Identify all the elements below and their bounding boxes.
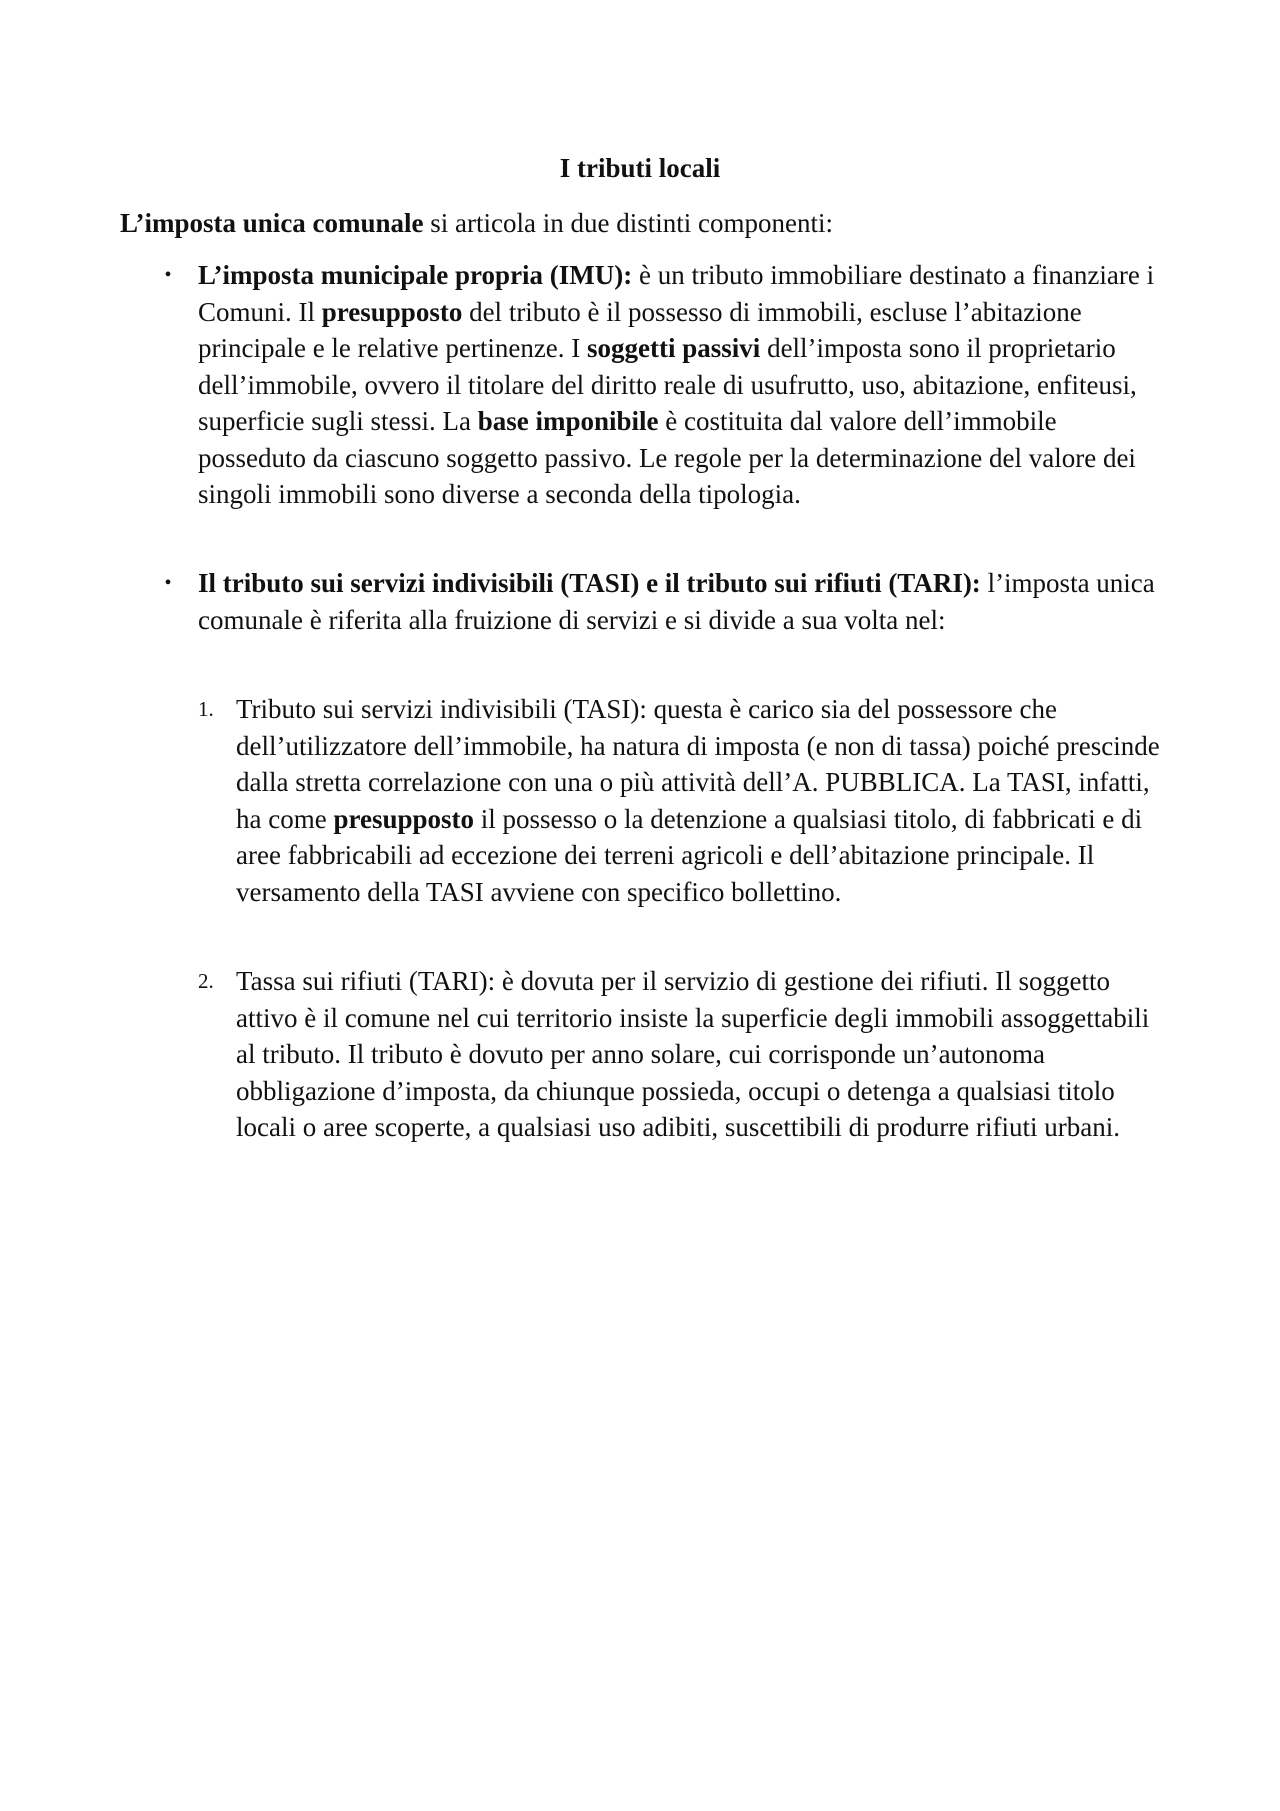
list-text: Tassa sui rifiuti (TARI): è dovuta per il servizio di gestione dei rifiuti. Il soggetto attivo è il comune nel cui territorio insiste la superficie degli immobili assoggettabili al tributo. Il tributo è dovuto per anno solare, cui corrisponde un’autonoma obbligazione d’imposta, da chiunque possieda, occupi o detenga a qualsiasi titolo locali o aree scoperte, a qualsiasi uso adibiti, suscettibili di produrre rifiuti urbani. <box>236 966 1150 1142</box>
bullet-text: è un tributo immobiliare destinato a finanziare i Comuni. Il <box>198 260 1155 327</box>
bullet-text: dell’imposta sono il proprietario dell’immobile, ovvero il titolare del diritto reale di usufrutto, uso, abitazione, enfiteusi, superficie sugli stessi. La <box>198 333 1137 436</box>
bold-term: soggetti passivi <box>587 333 761 363</box>
bold-term: base imponibile <box>477 406 659 436</box>
bullet-icon: • <box>164 264 172 286</box>
bullet-text: è costituita dal valore dell’immobile posseduto da ciascuno soggetto passivo. Le regole per la determinazione del valore dei singoli immobili sono diverse a seconda della tipologia. <box>198 406 1136 509</box>
intro-bold-term: L’imposta unica comunale <box>120 208 424 238</box>
list-text: il possesso o la detenzione a qualsiasi titolo, di fabbricati e di aree fabbricabili ad eccezione dei terreni agricoli e dell’abitazione principale. Il versamento della TASI avviene con specifico bollettino. <box>236 803 1143 907</box>
numbered-item-tari <box>198 963 1171 1146</box>
numbered-item-tasi <box>198 691 1171 910</box>
bullet-heading: L’imposta municipale propria (IMU): <box>198 260 633 290</box>
bullet-icon: • <box>164 572 172 594</box>
bullet-heading: Il tributo sui servizi indivisibili (TASI) e il tributo sui rifiuti (TARI): <box>198 568 981 598</box>
bullet-item-tasi-tari <box>164 565 1168 638</box>
bold-term: presupposto <box>333 803 475 834</box>
bullet-text: del tributo è il possesso di immobili, escluse l’abitazione principale e le relative pertinenze. I <box>198 296 1082 363</box>
intro-paragraph <box>120 205 1160 241</box>
page-title: I tributi locali <box>559 153 721 183</box>
bold-term: presupposto <box>321 296 463 327</box>
list-number: 1. <box>198 697 214 721</box>
list-text: Tributo sui servizi indivisibili (TASI): questa è carico sia del possessore che dell’utilizzatore dell’immobile, ha natura di imposta (e non di tassa) poiché prescinde dalla stretta correlazione con una o più attività dell’A. PUBBLICA. La TASI, infatti, ha come <box>236 694 1160 834</box>
list-number: 2. <box>198 969 214 993</box>
intro-text: si articola in due distinti componenti: <box>423 208 833 238</box>
bullet-item-imu <box>164 257 1168 513</box>
bullet-text: l’imposta unica comunale è riferita alla fruizione di servizi e si divide a sua volta nel: <box>198 568 1155 635</box>
